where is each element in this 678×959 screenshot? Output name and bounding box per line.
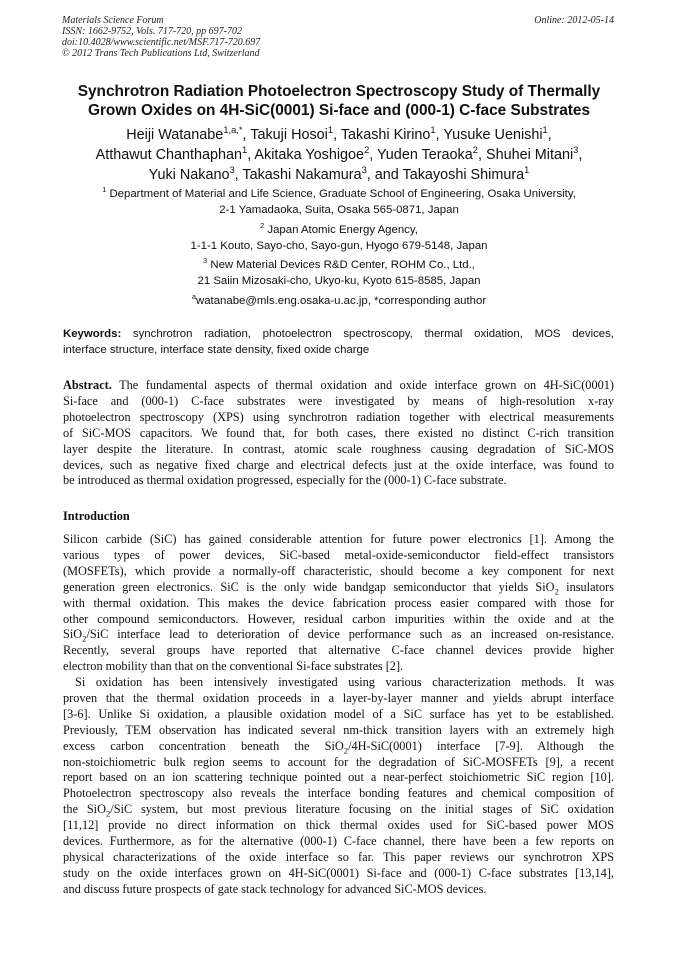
- text-line: [3-6]. Unlike Si oxidation, a plausible oxidation model of a SiC surface has yet to be established.: [63, 706, 614, 721]
- text-line: proven that the thermal oxidation proceeds in a layer-by-layer manner and yields abrupt interface: [63, 690, 614, 705]
- paper-title: [40, 82, 638, 120]
- author-sup: 3: [229, 165, 235, 176]
- abstract: [63, 378, 614, 489]
- affiliation-text: New Material Devices R&D Center, ROHM Co., Ltd.,: [210, 259, 475, 271]
- subscript: 2: [554, 586, 559, 597]
- affiliation-number: 2: [260, 221, 265, 231]
- text-line: (MOSFETs), which provide a normally-off characteristic, should become a key component for next: [63, 563, 614, 578]
- author-sup: 1: [524, 165, 530, 176]
- author: , Takashi Kirino: [333, 127, 431, 143]
- keywords: [63, 326, 614, 358]
- text-line: study on the oxide interfaces grown on 4H-SiC(0001) Si-face and (000-1) C-face substrates [13,14],: [63, 865, 614, 880]
- text-line: Previously, TEM observation has indicated several nm-thick transition layers with an extremely high: [63, 722, 614, 737]
- author: , Yusuke Uenishi: [435, 127, 543, 143]
- subscript: 2: [82, 633, 87, 644]
- text-line: report based on an ion scattering technique pointed out a near-perfect stoichiometric SiC region [10].: [63, 770, 614, 785]
- section-heading-introduction: Introduction: [63, 509, 130, 523]
- affiliation-number: 3: [203, 256, 208, 266]
- author: , and Takayoshi Shimura: [366, 167, 525, 183]
- author: , Takuji Hosoi: [242, 127, 328, 143]
- introduction-paragraph-2: [63, 675, 614, 898]
- email-marker: a: [191, 292, 196, 302]
- author-sup: 1: [430, 125, 436, 136]
- text-line: excess carbon concentration beneath the SiO$_2$/4H-SiC(0001) interface [7-9]. Although the: [63, 738, 615, 756]
- keywords-label: Keywords:: [63, 328, 122, 340]
- abstract-line: devices, such as negative fixed charge and electrical defects just at the oxide interface, was found to: [63, 457, 614, 472]
- author: , Takashi Nakamura: [234, 167, 362, 183]
- author-list: [40, 125, 638, 185]
- online-date: Online: 2012-05-14: [534, 15, 614, 26]
- text-line: Si oxidation has been intensively investigated using various characterization methods. It was: [75, 675, 614, 689]
- abstract-label: Abstract.: [63, 378, 112, 392]
- author: Yuki Nakano: [148, 167, 230, 183]
- subscript: 2: [105, 808, 111, 819]
- author: , Shuhei Mitani: [477, 147, 574, 163]
- text-line: Photoelectron spectroscopy also reveals the interface bonding features and chemical composition of: [63, 786, 614, 801]
- author: , Akitaka Yoshigoe: [247, 147, 365, 163]
- doi-link[interactable]: doi:10.4028/www.scientific.net/MSF.717-720.697: [62, 37, 261, 48]
- author-sup: 1: [542, 125, 548, 136]
- author-line-3: [40, 165, 638, 185]
- author: Heiji Watanabe: [126, 127, 224, 143]
- text-line: physical characterizations of the oxide interface so far. This paper reviews our synchrotron XPS: [63, 849, 614, 864]
- affiliation-address: 2-1 Yamadaoka, Suita, Osaka 565-0871, Japan: [219, 204, 459, 216]
- text-line: generation green electronics. SiC is the only wide bandgap semiconductor that yields SiO$_2$ insulators: [63, 579, 614, 597]
- text-line: electron mobility than that on the conventional Si-face substrates [2].: [63, 659, 404, 674]
- issn: ISSN: 1662-9752, Vols. 717-720, pp 697-702: [62, 26, 242, 37]
- affiliation-number: 1: [102, 185, 107, 195]
- author-sup: 2: [472, 145, 478, 156]
- text-line: Recently, several groups have reported that alternative C-face channel devices provide higher: [63, 643, 614, 658]
- author: , Yuden Teraoka: [369, 147, 473, 163]
- text-line: and discuss future prospects of gate stack technology for advanced SiC-MOS devices.: [63, 881, 487, 896]
- abstract-line: layer despite the literature. In contrast, atomic scale roughness causing degradation of SiC-MOS: [63, 441, 614, 456]
- author-line-2: [40, 145, 638, 165]
- introduction-paragraph-1: [63, 532, 614, 675]
- author-sup: 1: [242, 145, 248, 156]
- author-line-1: [40, 125, 638, 145]
- abstract-line: of SiC-MOS capacitors. We found that, for both cases, there existed no distinct C-rich transition: [63, 425, 614, 440]
- keywords-text: synchrotron radiation, photoelectron spectroscopy, thermal oxidation, MOS devices,: [121, 328, 614, 340]
- email-link[interactable]: watanabe@mls.eng.osaka-u.ac.jp, *corresponding author: [195, 295, 487, 307]
- author-sup: 3: [361, 165, 367, 176]
- keywords-text: interface structure, interface state density, fixed oxide charge: [63, 344, 370, 356]
- separator: ,: [578, 147, 583, 163]
- author-sup: 2: [364, 145, 370, 156]
- text-line: Silicon carbide (SiC) has gained considerable attention for future power electronics [1]. Among the: [63, 532, 614, 546]
- contact-email: [40, 293, 638, 309]
- journal-header: [62, 15, 260, 59]
- affiliation-1: [40, 186, 638, 218]
- affiliation-address: 21 Saiin Mizosaki-cho, Ukyo-ku, Kyoto 615-8585, Japan: [197, 275, 481, 287]
- affiliation-address: 1-1-1 Kouto, Sayo-cho, Sayo-gun, Hyogo 679-5148, Japan: [190, 240, 488, 252]
- author-sup: 1,a,*: [223, 125, 243, 136]
- abstract-line: be introduced as thermal oxidation progressed, especially for the (000-1) C-face substrate.: [63, 473, 507, 488]
- text-line: various types of power devices, SiC-based metal-oxide-semiconductor field-effect transistors: [63, 547, 614, 562]
- text-line: the SiO$_2$/SiC system, but most previous literature focusing on the initial stages of SiC oxidation: [63, 802, 614, 819]
- text-line: SiO$_2$/SiC interface lead to deterioration of device performance such as an increased on-resistance.: [63, 627, 614, 644]
- author: Atthawut Chanthaphan: [95, 147, 243, 163]
- affiliation-3: [40, 257, 638, 289]
- text-line: with thermal oxidation. This makes the device fabrication process easier compared with those for: [63, 595, 614, 610]
- affiliation-text: Japan Atomic Energy Agency,: [267, 224, 418, 236]
- title-line-1: Synchrotron Radiation Photoelectron Spectroscopy Study of Thermally: [77, 83, 601, 100]
- separator: ,: [547, 127, 552, 143]
- journal-name: Materials Science Forum: [62, 15, 164, 26]
- author-sup: 3: [573, 145, 579, 156]
- text-line: other compound semiconductors. However, residual carbon impurities within the oxide and at the: [63, 611, 614, 626]
- abstract-line: Si-face and (000-1) C-face substrates were investigated by means of high-resolution x-ray: [63, 393, 614, 408]
- text-line: non-stoichiometric bulk region seems to account for the degradation of SiC-MOSFETs [9], a recent: [63, 754, 614, 769]
- text-line: [11,12] provide no direct information on thick thermal oxides used for SiC-based power MOS: [63, 818, 614, 833]
- copyright: © 2012 Trans Tech Publications Ltd, Switzerland: [62, 48, 260, 59]
- text-line: devices. Furthermore, as for the alternative (000-1) C-face channel, there have been a few reports on: [63, 834, 614, 849]
- title-line-2: Grown Oxides on 4H-SiC(0001) Si-face and (000-1) C-face Substrates: [87, 102, 591, 119]
- subscript: 2: [343, 745, 349, 756]
- abstract-line: The fundamental aspects of thermal oxidation and oxide interface grown on 4H-SiC(0001): [111, 378, 614, 392]
- affiliation-2: [40, 222, 638, 254]
- affiliation-text: Department of Material and Life Science, Graduate School of Engineering, Osaka University,: [109, 188, 576, 200]
- abstract-line: photoelectron spectroscopy (XPS) using synchrotron radiation together with electrical measurements: [63, 409, 614, 424]
- author-sup: 1: [327, 125, 334, 136]
